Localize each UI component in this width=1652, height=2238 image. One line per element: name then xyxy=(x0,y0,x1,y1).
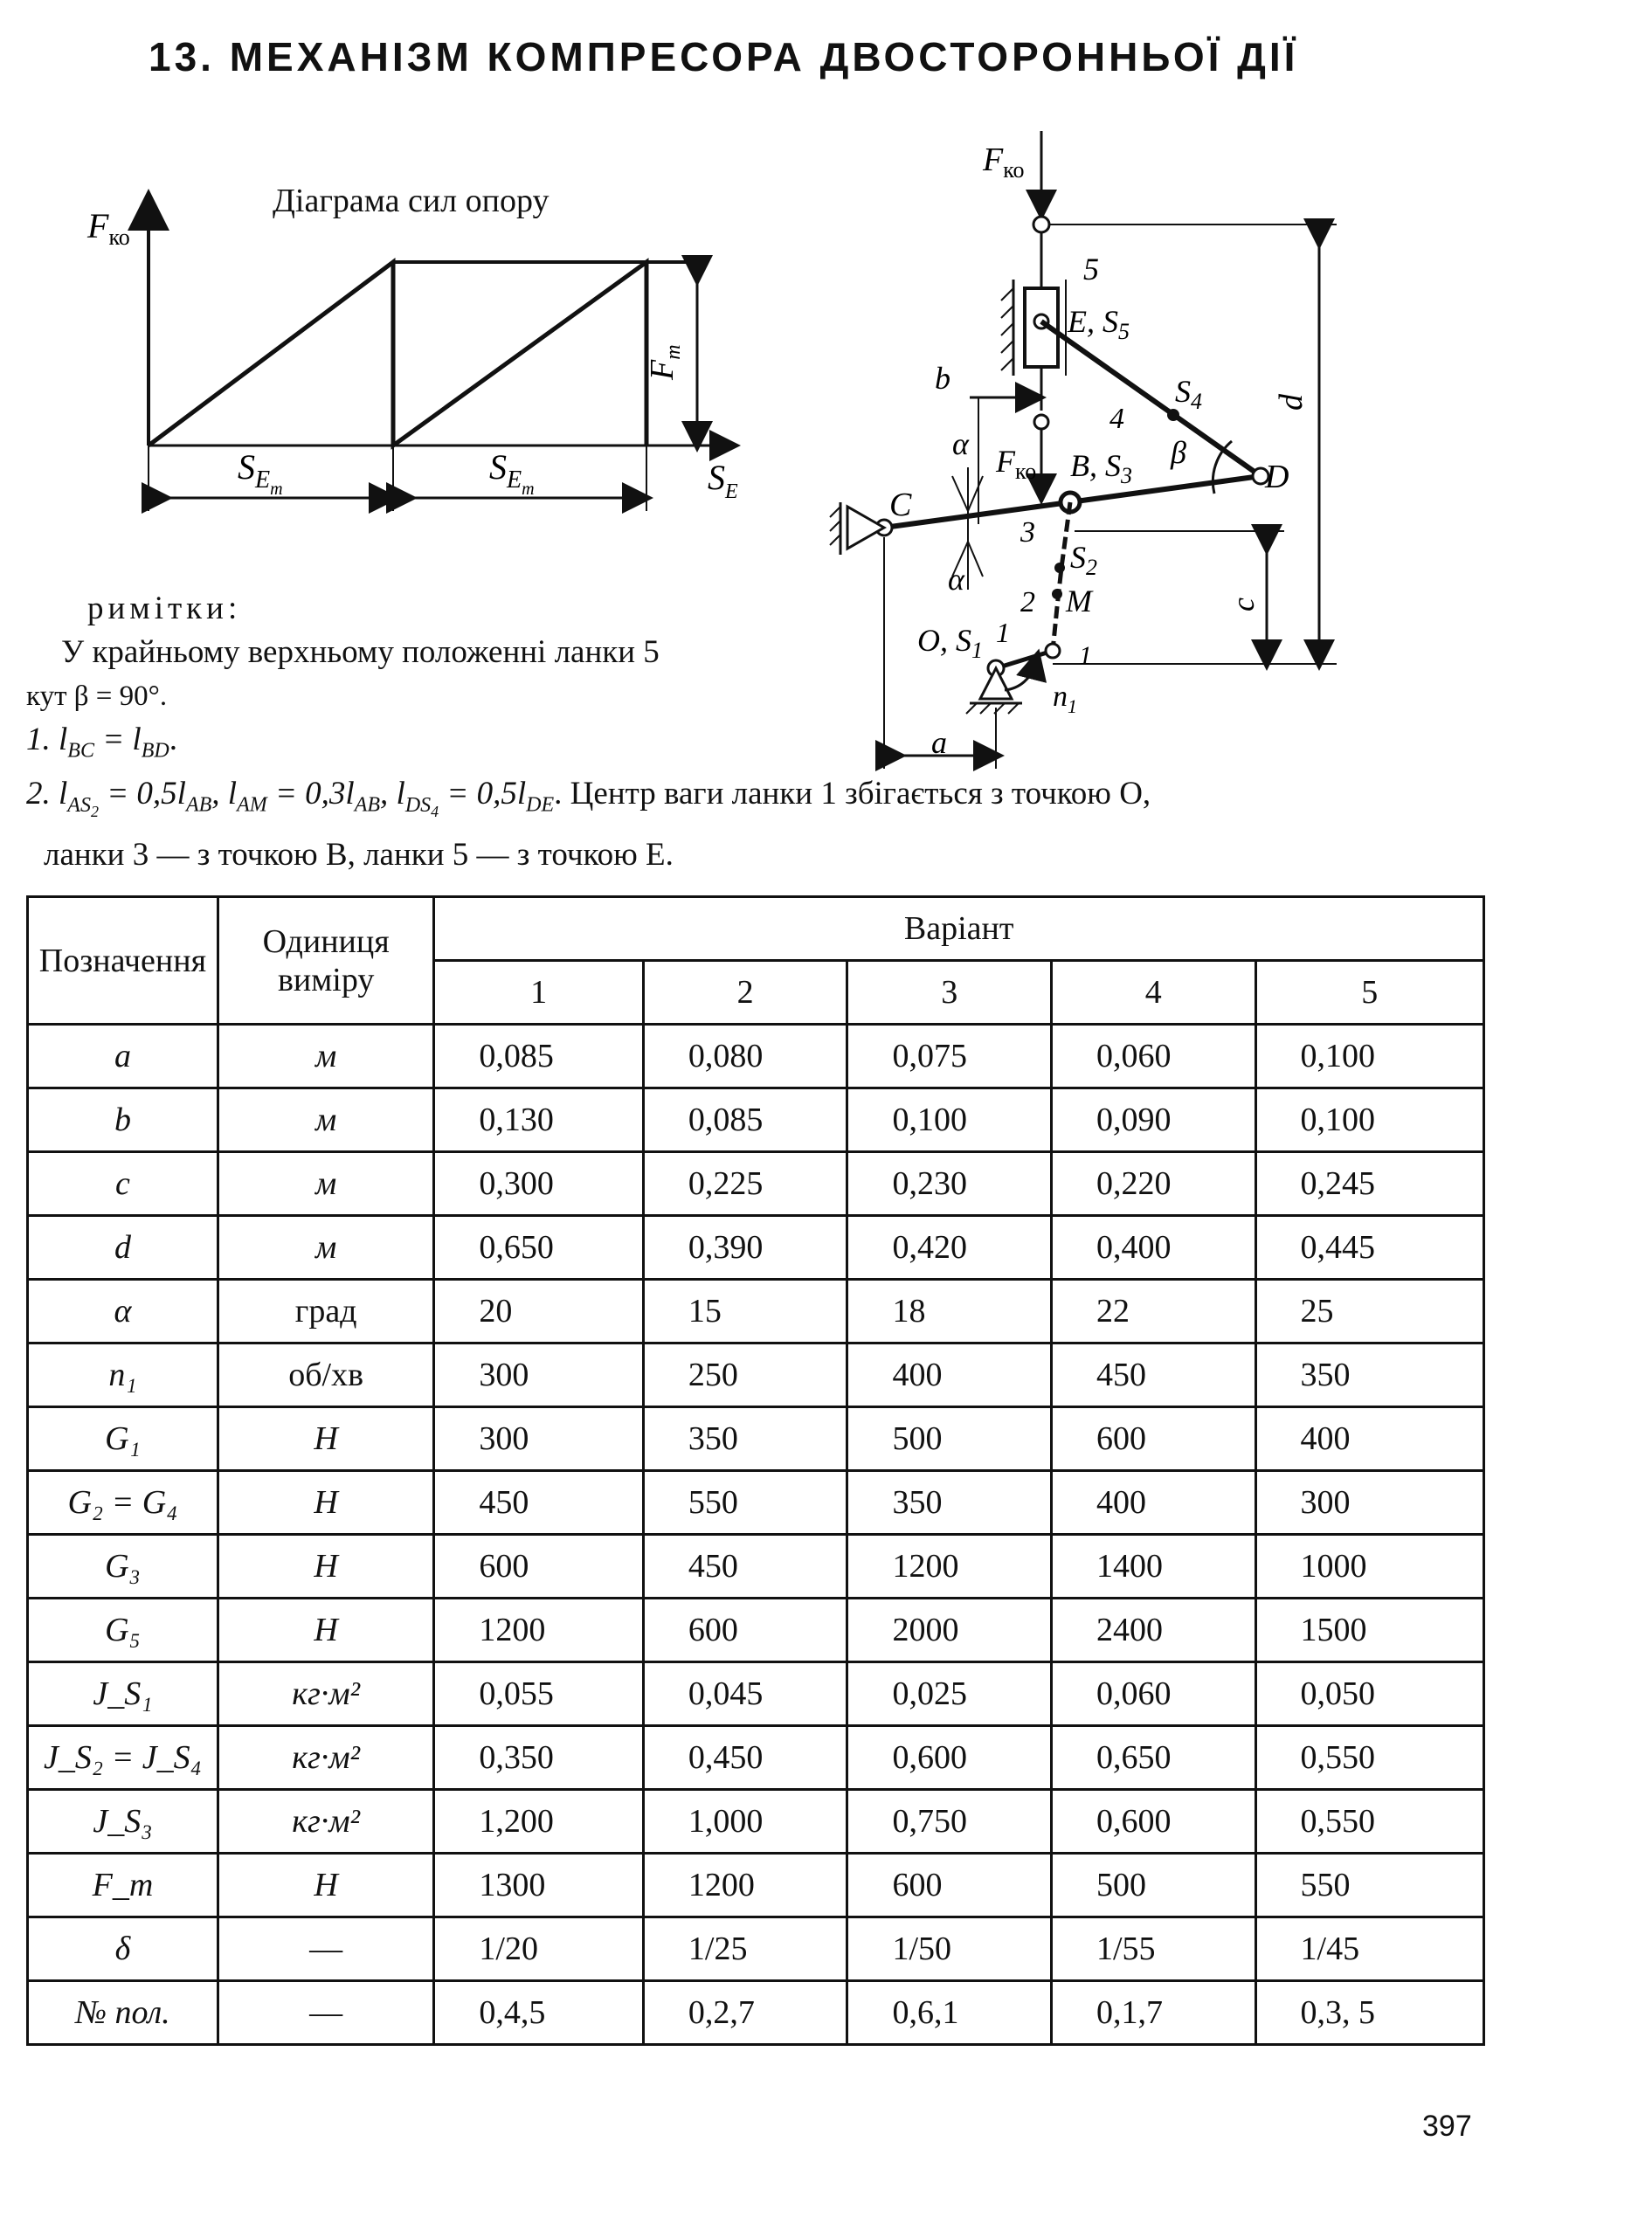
row-value: 0,060 xyxy=(1052,1025,1256,1088)
point-e-label: E, $S_5$ xyxy=(1068,304,1130,344)
table-row xyxy=(28,1981,1484,2045)
row-value: 0,025 xyxy=(847,1662,1052,1726)
segment-label-1: $S_{Em}$ xyxy=(238,447,283,499)
row-value: 1/25 xyxy=(643,1917,847,1981)
row-value: 0,550 xyxy=(1255,1790,1483,1854)
row-symbol: G₁ xyxy=(28,1407,218,1471)
table-row xyxy=(28,1216,1484,1280)
row-value: 0,050 xyxy=(1255,1662,1483,1726)
row-value: 0,045 xyxy=(643,1662,847,1726)
row-value: 0,6,1 xyxy=(847,1981,1052,2045)
row-value: 0,085 xyxy=(434,1025,644,1088)
row-value: 0,100 xyxy=(1255,1025,1483,1088)
force-top-label: $F_{ко}$ xyxy=(983,142,1025,183)
force-diagram-title: Діаграма сил опору xyxy=(273,183,550,219)
row-value: 0,085 xyxy=(643,1088,847,1152)
notes xyxy=(26,587,1151,877)
row-symbol: G₂ = G₄ xyxy=(28,1471,218,1535)
row-value: 1500 xyxy=(1255,1599,1483,1662)
row-symbol: δ xyxy=(28,1917,218,1981)
row-symbol: J_S₃ xyxy=(28,1790,218,1854)
point-s2-label: $S_2$ xyxy=(1070,540,1097,580)
row-value: 1200 xyxy=(434,1599,644,1662)
row-value: 300 xyxy=(434,1407,644,1471)
dimension-b-label: b xyxy=(935,361,950,396)
row-value: 450 xyxy=(643,1535,847,1599)
dimension-a-label: a xyxy=(931,725,947,760)
row-unit: об/хв xyxy=(218,1343,434,1407)
row-value: 0,4,5 xyxy=(434,1981,644,2045)
header-variant-5: 5 xyxy=(1255,961,1483,1025)
row-value: 500 xyxy=(1052,1854,1256,1917)
row-value: 0,450 xyxy=(643,1726,847,1790)
row-value: 350 xyxy=(1255,1343,1483,1407)
row-symbol: c xyxy=(28,1152,218,1216)
point-m-label: M xyxy=(1066,584,1092,618)
row-value: 400 xyxy=(847,1343,1052,1407)
parameters-table xyxy=(26,895,1485,2046)
row-value: 0,055 xyxy=(434,1662,644,1726)
row-value: 1/45 xyxy=(1255,1917,1483,1981)
row-value: 0,2,7 xyxy=(643,1981,847,2045)
row-value: 450 xyxy=(434,1471,644,1535)
row-value: 22 xyxy=(1052,1280,1256,1343)
notes-line-3: 1. $l_{BC} = l_{BD}$. xyxy=(26,722,177,763)
row-unit: м xyxy=(218,1025,434,1088)
table-row xyxy=(28,1790,1484,1854)
table-row xyxy=(28,1343,1484,1407)
row-value: 1,000 xyxy=(643,1790,847,1854)
alpha-label-bottom: α xyxy=(948,562,964,597)
row-value: 1400 xyxy=(1052,1535,1256,1599)
row-value: 1300 xyxy=(434,1854,644,1917)
force-mid-label: $F_{ко}$ xyxy=(996,444,1037,484)
table-row xyxy=(28,1088,1484,1152)
row-value: 0,445 xyxy=(1255,1216,1483,1280)
header-unit: Одиниця виміру xyxy=(218,897,434,1025)
row-value: 0,300 xyxy=(434,1152,644,1216)
row-value: 1200 xyxy=(847,1535,1052,1599)
row-value: 20 xyxy=(434,1280,644,1343)
small-1-label: 1 xyxy=(1079,641,1092,670)
row-value: 600 xyxy=(847,1854,1052,1917)
row-value: 1/20 xyxy=(434,1917,644,1981)
row-unit: град xyxy=(218,1280,434,1343)
notes-line-1: У крайньому верхньому положенні ланки 5 xyxy=(61,634,660,670)
row-unit: Н xyxy=(218,1407,434,1471)
link-1-label: 1 xyxy=(996,617,1010,648)
row-value: 0,390 xyxy=(643,1216,847,1280)
point-c-label: C xyxy=(889,487,912,523)
row-value: 0,090 xyxy=(1052,1088,1256,1152)
dimension-d-label: d xyxy=(1273,394,1310,411)
row-value: 0,060 xyxy=(1052,1662,1256,1726)
row-value: 1/50 xyxy=(847,1917,1052,1981)
row-value: 2400 xyxy=(1052,1599,1256,1662)
row-symbol: J_S₂ = J_S₄ xyxy=(28,1726,218,1790)
row-value: 0,130 xyxy=(434,1088,644,1152)
notes-line-2: кут β = 90°. xyxy=(26,680,168,712)
n1-label: $n_1$ xyxy=(1053,680,1077,717)
table-row xyxy=(28,1599,1484,1662)
row-unit: м xyxy=(218,1152,434,1216)
row-unit: Н xyxy=(218,1535,434,1599)
row-value: 0,220 xyxy=(1052,1152,1256,1216)
row-value: 0,420 xyxy=(847,1216,1052,1280)
row-value: 350 xyxy=(643,1407,847,1471)
row-value: 600 xyxy=(643,1599,847,1662)
segment-label-2: $S_{Em}$ xyxy=(489,447,535,499)
row-value: 550 xyxy=(643,1471,847,1535)
row-value: 0,650 xyxy=(434,1216,644,1280)
y-axis-label: $F_{ко}$ xyxy=(87,206,130,250)
row-value: 1200 xyxy=(643,1854,847,1917)
row-value: 25 xyxy=(1255,1280,1483,1343)
header-designation: Позначення xyxy=(28,897,218,1025)
table-row xyxy=(28,1407,1484,1471)
page-title: 13. МЕХАНІЗМ КОМПРЕСОРА ДВОСТОРОННЬОЇ ДІЇ xyxy=(149,34,1299,79)
row-symbol: F_m xyxy=(28,1854,218,1917)
row-value: 600 xyxy=(1052,1407,1256,1471)
link-2-label: 2 xyxy=(1020,586,1035,618)
height-label: $F_m$ xyxy=(644,344,685,380)
alpha-label-top: α xyxy=(952,426,969,461)
table-row xyxy=(28,1471,1484,1535)
table-row xyxy=(28,1854,1484,1917)
row-value: 450 xyxy=(1052,1343,1256,1407)
beta-label: β xyxy=(1171,435,1186,470)
row-value: 1,200 xyxy=(434,1790,644,1854)
row-value: 0,550 xyxy=(1255,1726,1483,1790)
row-value: 300 xyxy=(434,1343,644,1407)
x-axis-label: $S_E$ xyxy=(708,458,738,503)
dimension-c-label: c xyxy=(1226,597,1261,611)
row-unit: кг·м² xyxy=(218,1662,434,1726)
point-o-label: O, $S_1$ xyxy=(917,623,983,663)
row-value: 0,245 xyxy=(1255,1152,1483,1216)
row-value: 0,400 xyxy=(1052,1216,1256,1280)
table-row xyxy=(28,1535,1484,1599)
notes-line-5: ланки 3 — з точкою B, ланки 5 — з точкою E. xyxy=(44,836,674,873)
row-symbol: G₅ xyxy=(28,1599,218,1662)
row-value: 0,100 xyxy=(847,1088,1052,1152)
link-5-label: 5 xyxy=(1083,252,1099,287)
row-unit: Н xyxy=(218,1471,434,1535)
row-value: 1/55 xyxy=(1052,1917,1256,1981)
row-symbol: d xyxy=(28,1216,218,1280)
row-value: 0,600 xyxy=(847,1726,1052,1790)
row-value: 0,650 xyxy=(1052,1726,1256,1790)
row-symbol: a xyxy=(28,1025,218,1088)
row-symbol: b xyxy=(28,1088,218,1152)
row-value: 0,1,7 xyxy=(1052,1981,1256,2045)
row-value: 400 xyxy=(1255,1407,1483,1471)
row-value: 0,100 xyxy=(1255,1088,1483,1152)
point-b-label: B, $S_3$ xyxy=(1070,448,1132,488)
table-row xyxy=(28,1152,1484,1216)
row-value: 300 xyxy=(1255,1471,1483,1535)
notes-line-4: 2. $l_{AS_2} = 0,5l_{AB}$, $l_{AM} = 0,3l_{AB}$, $l_{DS_4} = 0,5l_{DE}$. Центр ваги ланки 1 збігається з точкою O, xyxy=(26,776,1151,820)
point-d-label: D xyxy=(1265,459,1289,495)
row-unit: м xyxy=(218,1216,434,1280)
table-row xyxy=(28,1662,1484,1726)
notes-heading: римітки: xyxy=(87,591,242,626)
row-value: 0,350 xyxy=(434,1726,644,1790)
row-value: 550 xyxy=(1255,1854,1483,1917)
table-row xyxy=(28,1726,1484,1790)
row-value: 18 xyxy=(847,1280,1052,1343)
row-value: 500 xyxy=(847,1407,1052,1471)
row-value: 0,3, 5 xyxy=(1255,1981,1483,2045)
row-unit: м xyxy=(218,1088,434,1152)
header-variant-4: 4 xyxy=(1052,961,1256,1025)
header-variant: Варіант xyxy=(434,897,1484,961)
row-symbol: J_S₁ xyxy=(28,1662,218,1726)
row-value: 0,230 xyxy=(847,1152,1052,1216)
row-value: 15 xyxy=(643,1280,847,1343)
row-value: 0,225 xyxy=(643,1152,847,1216)
row-value: 400 xyxy=(1052,1471,1256,1535)
row-value: 0,600 xyxy=(1052,1790,1256,1854)
row-value: 0,750 xyxy=(847,1790,1052,1854)
row-unit: — xyxy=(218,1917,434,1981)
row-value: 350 xyxy=(847,1471,1052,1535)
row-unit: кг·м² xyxy=(218,1726,434,1790)
table-header-row xyxy=(28,897,1484,961)
row-unit: Н xyxy=(218,1599,434,1662)
table-row xyxy=(28,1280,1484,1343)
link-4-label: 4 xyxy=(1109,403,1124,435)
row-unit: Н xyxy=(218,1854,434,1917)
row-symbol: n₁ xyxy=(28,1343,218,1407)
header-variant-2: 2 xyxy=(643,961,847,1025)
row-value: 250 xyxy=(643,1343,847,1407)
row-value: 600 xyxy=(434,1535,644,1599)
header-variant-3: 3 xyxy=(847,961,1052,1025)
row-unit: кг·м² xyxy=(218,1790,434,1854)
row-symbol: G₃ xyxy=(28,1535,218,1599)
row-value: 2000 xyxy=(847,1599,1052,1662)
row-value: 0,080 xyxy=(643,1025,847,1088)
row-value: 0,075 xyxy=(847,1025,1052,1088)
row-symbol: № пол. xyxy=(28,1981,218,2045)
link-3-label: 3 xyxy=(1020,516,1035,549)
table-row xyxy=(28,1917,1484,1981)
row-symbol: α xyxy=(28,1280,218,1343)
row-value: 1000 xyxy=(1255,1535,1483,1599)
row-unit: — xyxy=(218,1981,434,2045)
table-row xyxy=(28,1025,1484,1088)
page-number: 397 xyxy=(1422,2110,1472,2143)
header-variant-1: 1 xyxy=(434,961,644,1025)
point-s4-label: $S_4$ xyxy=(1175,374,1202,414)
